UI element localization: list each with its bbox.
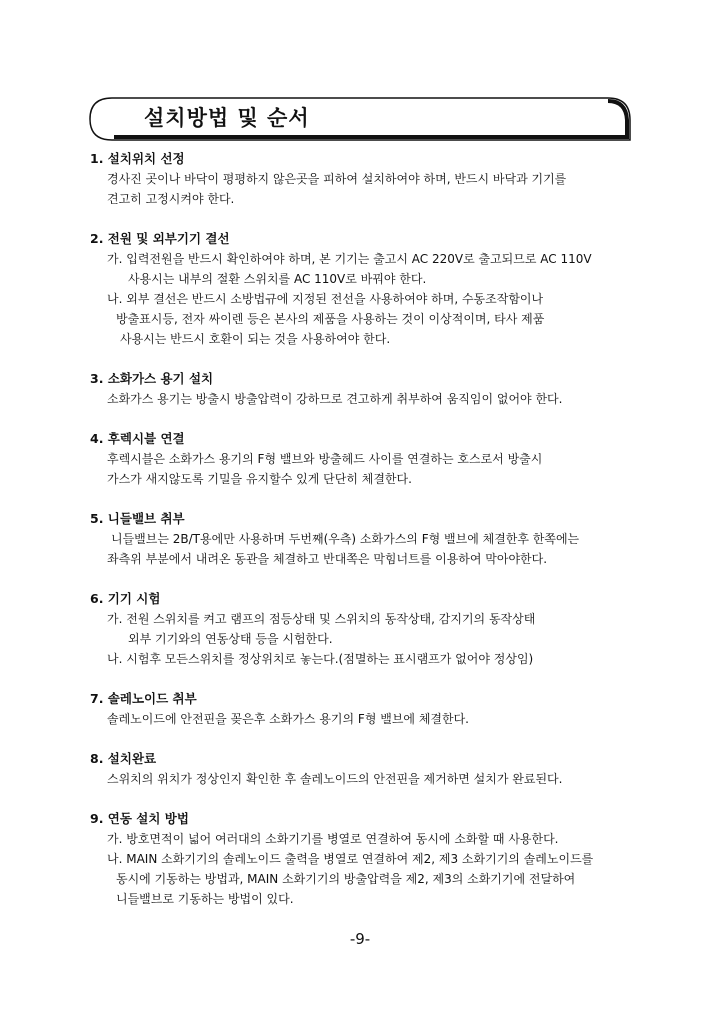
body-line: 니들밸브로 기동하는 방법이 있다. [116,892,294,906]
section-heading: 3. 소화가스 용기 설치 [90,371,214,386]
body-line: 나. 시험후 모든스위치를 정상위치로 놓는다.(점멸하는 표시램프가 없어야 정상임) [107,652,534,666]
body-line: 가. 전원 스위치를 켜고 램프의 점등상태 및 스위치의 동작상태, 감지기의 동작상태 [107,612,536,626]
body-line: 사용시는 내부의 절환 스위치를 AC 110V로 바꿔야 한다. [128,272,427,286]
page-number: -9- [349,930,371,948]
body-line: 솔레노이드에 안전핀을 꽂은후 소화가스 용기의 F형 밸브에 체결한다. [107,712,469,726]
section-heading: 8. 설치완료 [90,751,157,766]
body-line: 니들밸브는 2B/T용에만 사용하며 두번째(우측) 소화가스의 F형 밸브에 체결한후 한쪽에는 [111,532,580,546]
body-line: 방출표시등, 전자 싸이렌 등은 본사의 제품을 사용하는 것이 이상적이며, 타사 제품 [116,312,545,326]
body-line: 가. 방호면적이 넓어 여러대의 소화기기를 병열로 연결하여 동시에 소화할 때 사용한다. [107,832,559,846]
section-5 [90,509,650,569]
body-line: 경사진 곳이나 바닥이 평평하지 않은곳을 피하여 설치하여야 하며, 반드시 바닥과 기기를 [107,172,567,186]
body-line: 사용시는 반드시 호환이 되는 것을 사용하여야 한다. [120,332,391,346]
section-heading: 6. 기기 시험 [90,591,161,606]
page-title: 설치방법 및 순서 [144,106,310,130]
document-body [90,149,650,929]
body-line: 견고히 고정시켜야 한다. [107,192,235,206]
body-line: 스위치의 위치가 정상인지 확인한 후 솔레노이드의 안전핀을 제거하면 설치가 완료된다. [107,772,563,786]
section-8 [90,749,650,789]
body-line: 소화가스 용기는 방출시 방출압력이 강하므로 견고하게 취부하여 움직임이 없어야 한다. [107,392,563,406]
section-3 [90,369,650,409]
section-6 [90,589,650,669]
section-1 [90,149,650,209]
body-line: 동시에 기동하는 방법과, MAIN 소화기기의 방출압력을 제2, 제3의 소화기기에 전달하여 [116,872,576,886]
section-heading: 2. 전원 및 외부기기 결선 [90,231,230,246]
section-heading: 1. 설치위치 선정 [90,151,185,166]
title-box [88,96,628,138]
section-2 [90,229,650,349]
body-line: 나. 외부 결선은 반드시 소방법규에 지정된 전선을 사용하여야 하며, 수동조작함이나 [107,292,544,306]
body-line: 후렉시블은 소화가스 용기의 F형 밸브와 방출헤드 사이를 연결하는 호스로서 방출시 [107,452,543,466]
section-heading: 5. 니들밸브 취부 [90,511,185,526]
body-line: 나. MAIN 소화기기의 솔레노이드 출력을 병열로 연결하여 제2, 제3 소화기기의 솔레노이드를 [107,852,594,866]
section-9 [90,809,650,909]
body-line: 외부 기기와의 연동상태 등을 시험한다. [128,632,333,646]
section-4 [90,429,650,489]
section-heading: 9. 연동 설치 방법 [90,811,189,826]
section-heading: 7. 솔레노이드 취부 [90,691,197,706]
section-heading: 4. 후렉시블 연결 [90,431,185,446]
body-line: 좌측위 부분에서 내려온 동관을 체결하고 반대쪽은 막힘너트를 이용하여 막아야한다. [107,552,548,566]
body-line: 가스가 새지않도록 기밀을 유지할수 있게 단단히 체결한다. [107,472,412,486]
body-line: 가. 입력전원을 반드시 확인하여야 하며, 본 기기는 출고시 AC 220V로 출고되므로 AC 110V [107,252,592,266]
section-7 [90,689,650,729]
